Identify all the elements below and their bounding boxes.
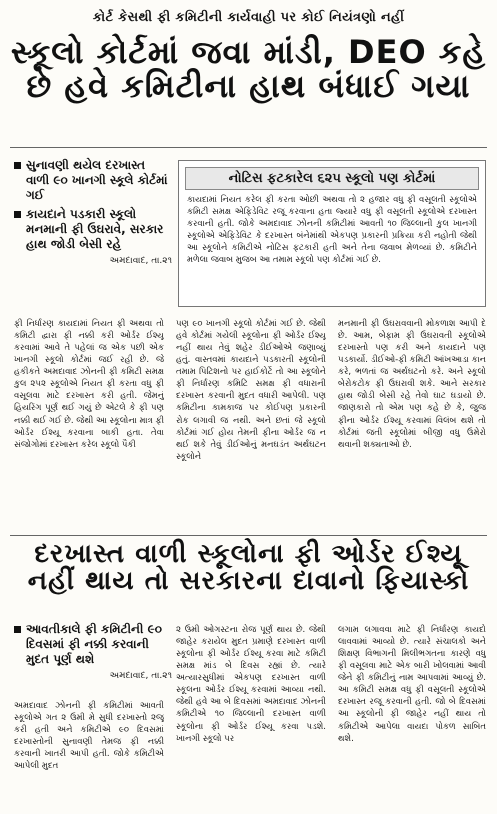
story2-column-3: લગામ લગાવવા માટે ફી નિર્ધારણ કાયદો લાવવામાં આવ્યો છે. ત્યારે સંચાલકો અને શિક્ષણ વિભાગની મિલીભગતના કારણે વધુ ફી વસૂલવા માટે એક બારી ખોલવામાં આવી જેને ફી કમિટીનું નામ આપવામાં આવ્યું છે. આ કમિટી સમક્ષ વધુ ફી વસૂલતી સ્કૂલોએ દરખાસ્ત રજૂ કરવાની હતી. જો બે દિવસમાં આ સ્કૂલોની ફી જાહેર નહીં થાય તો કમિટીએ આપેલા વાયદા પોકળ સાબિત થશે. [338,625,486,744]
story2-column-1: અમદાવાદ ઝોનની ફી કમિટીમાં આવતી સ્કૂલોએ ગત ૨ ઉમી મે સુધી દરખાસ્તો ૨જૂ કરી હતી અને કમિટીએ ૯૦ દિવસમાં દરખાસ્તોની સુનાવણી તેમજ ફી નક્કી કરવાની ખાતરી આપી હતી. જોકે કમિટીએ આપેલી મુદત [14,701,164,772]
story1-bullet-1: સુનાવણી થયેલ દરખાસ્ત વાળી ૯૦ ખાનગી સ્કૂલે કોર્ટમાં ગઈ [14,158,172,203]
story2-dateline: અમદાવાદ, તા.૨૧ [109,671,172,681]
story1-headline: સ્કૂલો કોર્ટમાં જવા માંડી, DEO કહે છે હવે કમિટીના હાથ બંધાઈ ગયા [10,33,487,105]
story1-column-2: પણ ૯૦ ખાનગી સ્કૂલો કોર્ટમાં ગઈ છે. જેથી હવે કોર્ટમાં ગયેલી સ્કૂલોના ફી ઓર્ડર ઈશ્યૂ નહીં થાય તેવું શહેર ડીઈઓએ જણાવ્યું હતું. વાસ્તવમાં કાયદાને પડકારતી સ્કૂલોની તમામ પિટિશનો પર હાઈકોર્ટે તો આ સ્કૂલોને ફી નિર્ધારણ કમિટિ સમક્ષ ફી વધારાની દરખાસ્ત કરવાની મુદત વધારી આપેલી. પણ કમિટીના કામકાજ પર કોઈપણ પ્રકારની રોક લગાવી જ નથી. અને છતાં જે સ્કૂલો કોર્ટમાં ગઈ હોય તેમની ફીના ઓર્ડર જ ન થઈ શકે તેવું ડીઈઓનું મનઘડંત અર્થઘટન સ્કૂલોને [176,319,326,462]
story1-column-1: ફી નિર્ધારણ કાયદામાં નિયત ફી અથવા તો કમિટી દ્વારા ફી નક્કી કરી ઓર્ડર ઈશ્યૂ કરવામાં આવે તે પહેલાં જ એક પછી એક ખાનગી સ્કૂલો કોર્ટમાં જઈ રહી છે. જે હકીકતે અમદાવાદ ઝોનની ફી કમિટી સમક્ષ કુલ ૨૫૨ સ્કૂલોએ નિયત ફી કરતા વધુ ફી વસૂલવા માટે દરખાસ્ત કરી હતી. જેમનું હિયરિંગ પૂર્ણ થઈ ગયું છે એટલે કે ફી પણ નક્કી થઈ ગઈ છે. જેથી આ સ્કૂલોના માત્ર ફી ઓર્ડર ઈશ્યૂ કરવાના બાકી હતા. તેવા સંજોગોમાં દરખાસ્ત કરેલ સ્કૂલો પૈકી [14,319,164,450]
story1-column-3: મનમાની ફી ઉઘરાવવાની મોકળાશ આપી દે છે. આમ, બેફામ ફી ઉઘરાવતી સ્કૂલોએ દરખાસ્તો પણ કરી અને કાયદાને પણ પડકાર્યો. ડીઈઓ-ફી કમિટી આંખઆડા કાન કરે, ભળતાં જ અર્થઘટનો કરે. અને સ્કૂલો બેરોકટોક ફી ઉઘરાવી શકે. આને સરકાર હાથ જોડી બેસી રહે તેવો ઘાટ ઘડાયો છે. જાણકારો તો એમ પણ કહે છે કે, જુજ ફીના ઓર્ડર ઈશ્યૂ કરવામાં વિલંબ થશે તો કોર્ટમાં જતી સ્કૂલોમાં બીજી વધુ ઉમેરો થવાની શક્યતાઓ છે. [338,319,486,450]
divider [10,147,487,148]
notice-box-text: કાયદામાં નિયત કરેલ ફી કરતા ઓછી અથવા તો ૨ હજાર વધુ ફી વસૂલતી સ્કૂલોએ કમિટી સમક્ષ એફિડેવિટ રજૂ કરવાના હતા જ્યારે વધુ ફી વસૂલતી સ્કૂલોએ દરખાસ્ત કરવાની હતી. જોકે અમદાવાદ ઝોનની કમિટીમાં આવતી ૧૦ જિલ્લાની કુલ ખાનગી સ્કૂલોએ એફિડેવિટ કે દરખાસ્ત બંનેમાંથી એકપણ પ્રકારની પ્રક્રિયા કરી નહોતી જેથી આ સ્કૂલોને કમિટીએ નોટિસ ફટકારી હતી અને તેના જવાબ મેળવ્યાં છે. કમિટીને મળેલા જવાબ મુજબ આ તમામ સ્કૂલો પણ કોર્ટમાં ગઈ છે. [187,195,477,266]
story2-headline: દરખાસ્ત વાળી સ્કૂલોના ફી ઓર્ડર ઈશ્યૂ નહીં થાય તો સરકારના દાવાનો ફિયાસ્કો [27,539,470,597]
notice-box [178,160,486,307]
story1-bullet-2: કાયદાને પડકારી સ્કૂલો મનમાની ફી ઉઘરાવે, સરકાર હાથ જોડી બેસી રહે [14,207,172,252]
story1-bullets [14,158,172,266]
story2-bullets [14,622,172,681]
story2-bullet: આવતીકાલે ફી કમિટીની ૯૦ દિવસમાં ફી નક્કી કરવાની મુદત પૂર્ણ થશે [14,622,172,667]
story1-kicker: કોર્ટ કેસથી ફી કમિટીની કાર્યવાહી પર કોઈ નિયંત્રણો નહીં [92,10,405,25]
story1-dateline: અમદાવાદ, તા.૨૧ [109,256,172,266]
story2-column-2: ૨ ઉમી ઓગસ્ટના રોજ પૂર્ણ થાય છે. જેથી જાહેર કરાયેલ મુદત પ્રમાણે દરખાસ્ત વાળી સ્કૂલોના ફી ઓર્ડર ઈશ્યૂ કરવા માટે કમિટી સમક્ષ માંડ બે દિવસ રહ્યાં છે. ત્યારે અત્યારસુધીમાં એકપણ દરખાસ્ત વાળી સ્કૂલના ઓર્ડર ઈશ્યૂ કરવામાં આવ્યા નથી. જેથી હવે આ બે દિવસમાં અમદાવાદ ઝોનની કમિટીએ ૧૦ જિલ્લાની દરખાસ્ત વાળી સ્કૂલોના ફી ઓર્ડર ઈશ્યૂ કરવા પડશે. ખાનગી સ્કૂલો પર [176,625,326,744]
divider [10,535,487,536]
notice-box-title: નોટિસ ફટકારેલ ૬૨૫ સ્કૂલો પણ કોર્ટમાં [185,167,479,190]
